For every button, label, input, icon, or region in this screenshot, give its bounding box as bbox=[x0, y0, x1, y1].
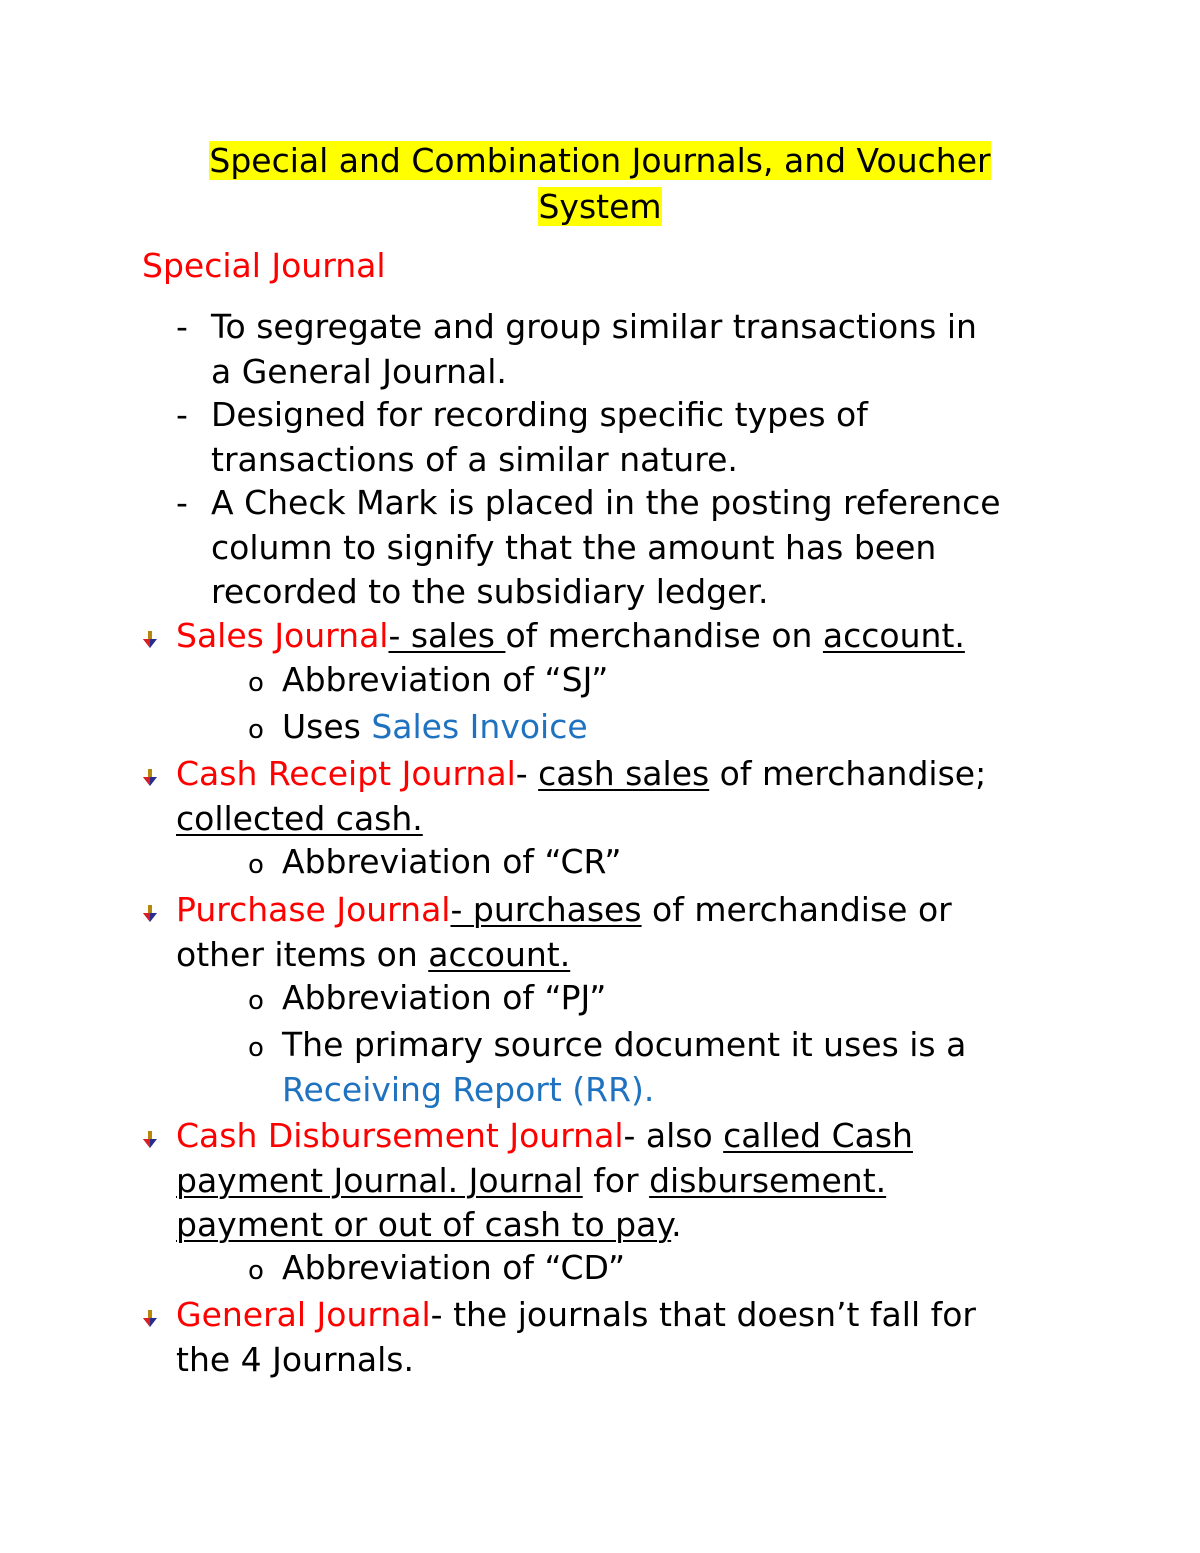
cash-disbursement-journal-name: Cash Disbursement Journal bbox=[176, 1116, 624, 1155]
arrow-bullet-icon bbox=[140, 1309, 160, 1329]
arrow-bullet-icon bbox=[140, 630, 160, 650]
title-line-2: System bbox=[538, 187, 662, 226]
dash-marker: - bbox=[176, 395, 188, 434]
dash-marker: - bbox=[176, 483, 188, 522]
dash-item-3: A Check Mark is placed in the posting reference column to signify that the amount has been recorded to the subsidiary ledger. bbox=[211, 483, 1001, 611]
circle-marker: o bbox=[248, 986, 264, 1016]
circle-marker: o bbox=[248, 1033, 264, 1063]
sales-invoice-text: Sales Invoice bbox=[371, 707, 588, 746]
document-title bbox=[0, 138, 1200, 230]
arrow-bullet-icon bbox=[140, 904, 160, 924]
circle-marker: o bbox=[248, 850, 264, 880]
cash-disbursement-journal-item: Cash Disbursement Journal- also called Cash payment Journal. Journal for disbursement. payment or out of cash to pay. bbox=[176, 1116, 913, 1244]
purchase-journal-item: Purchase Journal- purchases of merchandise or other items on account. bbox=[176, 890, 952, 974]
purchase-journal-name: Purchase Journal bbox=[176, 890, 451, 929]
purchase-abbreviation: Abbreviation of “PJ” bbox=[282, 978, 607, 1017]
circle-marker: o bbox=[248, 668, 264, 698]
dash-item-1: To segregate and group similar transactions in a General Journal. bbox=[211, 307, 977, 391]
sales-uses: Uses Sales Invoice bbox=[282, 707, 588, 746]
cash-receipt-journal-item: Cash Receipt Journal- cash sales of merchandise; collected cash. bbox=[176, 754, 987, 838]
dash-item-2: Designed for recording specific types of transactions of a similar nature. bbox=[211, 395, 868, 479]
circle-marker: o bbox=[248, 1256, 264, 1286]
sales-journal-name: Sales Journal bbox=[176, 616, 389, 655]
receiving-report-text: Receiving Report (RR). bbox=[282, 1069, 655, 1109]
general-journal-name: General Journal bbox=[176, 1295, 431, 1334]
sales-journal-item: Sales Journal- sales of merchandise on account. bbox=[176, 616, 965, 655]
cash-receipt-abbreviation: Abbreviation of “CR” bbox=[282, 842, 622, 881]
arrow-bullet-icon bbox=[140, 1130, 160, 1150]
special-journal-heading: Special Journal bbox=[142, 246, 386, 285]
general-journal-item: General Journal- the journals that doesn’t fall for the 4 Journals. bbox=[176, 1295, 976, 1379]
purchase-source-document: The primary source document it uses is a Receiving Report (RR). bbox=[282, 1025, 967, 1109]
cash-disbursement-abbreviation: Abbreviation of “CD” bbox=[282, 1248, 626, 1287]
circle-marker: o bbox=[248, 715, 264, 745]
cash-receipt-journal-name: Cash Receipt Journal bbox=[176, 754, 516, 793]
sales-abbreviation: Abbreviation of “SJ” bbox=[282, 660, 609, 699]
arrow-bullet-icon bbox=[140, 768, 160, 788]
dash-marker: - bbox=[176, 307, 188, 346]
title-line-1: Special and Combination Journals, and Voucher bbox=[209, 141, 991, 180]
